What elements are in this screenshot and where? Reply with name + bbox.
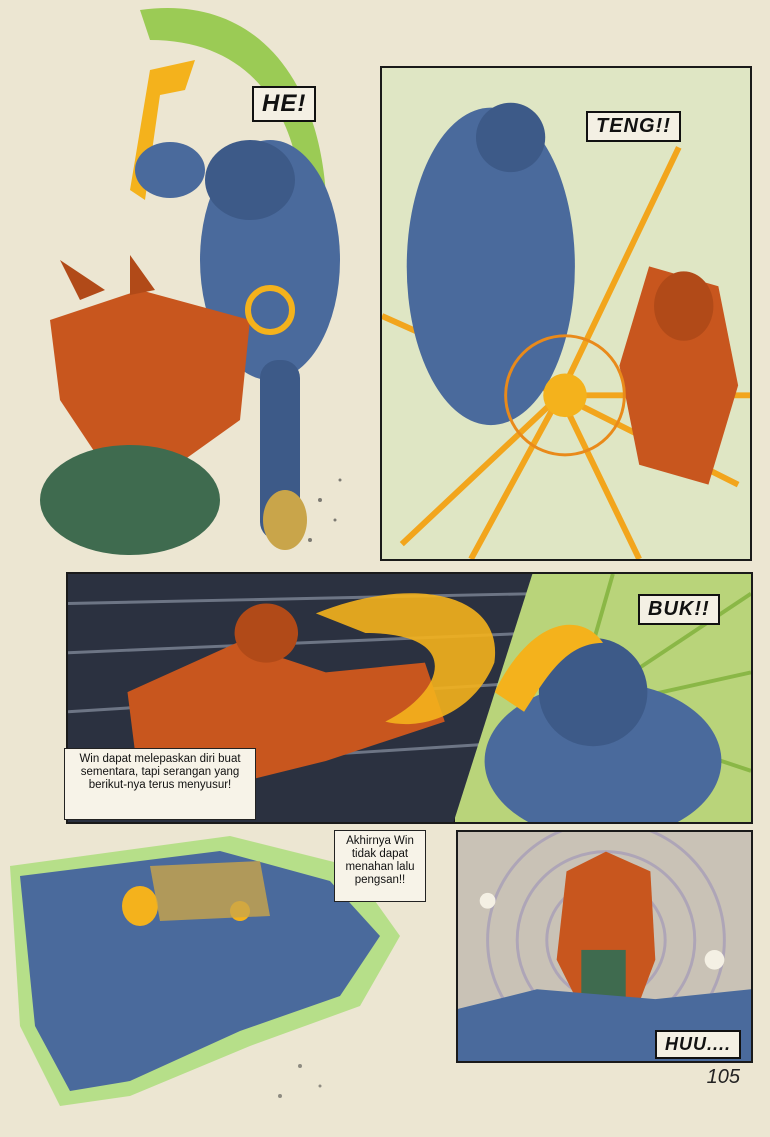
sfx-teng: TENG!! (586, 111, 681, 142)
panel-1-art (20, 0, 370, 570)
caption-escape: Win dapat melepaskan diri buat sementara, tapi serangan yang berikut-nya terus menyusur! (64, 748, 256, 820)
page-number: 105 (706, 1066, 740, 1088)
panel-2 (380, 66, 752, 561)
panel-1-illustration (20, 0, 370, 570)
caption-faint: Akhirnya Win tidak dapat menahan lalu pengsan!! (334, 830, 426, 902)
sfx-buk: BUK!! (638, 594, 720, 625)
panel-6 (456, 830, 753, 1063)
panel-6-illustration (458, 832, 751, 1061)
panel-2-illustration (382, 68, 750, 559)
sfx-huu: HUU.... (655, 1030, 741, 1059)
sfx-he: HE! (252, 86, 316, 122)
